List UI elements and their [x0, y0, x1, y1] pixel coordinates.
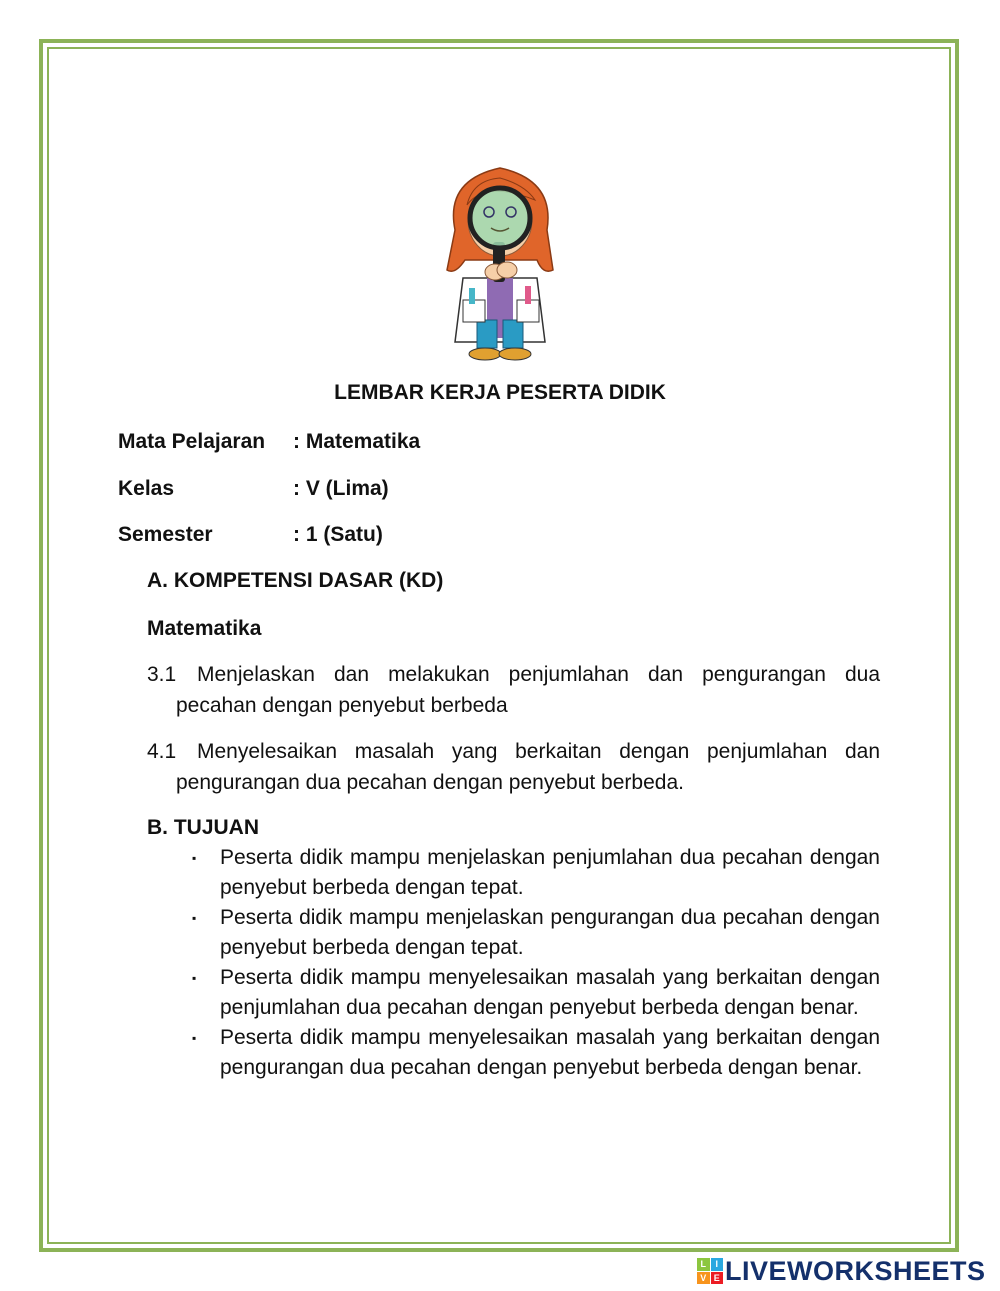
goal-item [190, 843, 880, 903]
goal-text: Peserta didik mampu menjelaskan penjumlahan dua pecahan dengan penyebut berbeda dengan tepat. [220, 846, 880, 899]
info-row-class [118, 477, 389, 501]
bullet-icon: ▪ [192, 971, 197, 985]
liveworksheets-brand [697, 1255, 997, 1287]
bullet-icon: ▪ [192, 1031, 197, 1045]
bullet-icon: ▪ [192, 911, 197, 925]
goal-text: Peserta didik mampu menyelesaikan masalah yang berkaitan dengan pengurangan dua pecahan dengan penyebut berbeda dengan benar. [220, 1026, 880, 1079]
info-value-subject: : Matematika [293, 430, 421, 453]
info-label-class: Kelas [118, 477, 175, 500]
info-label-semester: Semester [118, 523, 213, 546]
kd-item [147, 736, 880, 798]
goals-list [190, 843, 880, 1083]
info-label-subject: Mata Pelajaran [118, 430, 266, 453]
goal-item [190, 963, 880, 1023]
section-a-subheading: Matematika [147, 617, 262, 640]
kd-item-text-rest: pecahan dengan penyebut berbeda [176, 694, 508, 717]
bullet-icon: ▪ [192, 851, 197, 865]
goal-item [190, 903, 880, 963]
liveworksheets-logo-icon: L I V E [697, 1258, 723, 1284]
info-row-subject [118, 430, 420, 454]
worksheet-title: LEMBAR KERJA PESERTA DIDIK [334, 381, 666, 404]
info-value-class: : V (Lima) [293, 477, 389, 500]
kd-item [147, 659, 880, 721]
kd-item-number: 4.1 [147, 740, 177, 763]
info-value-semester: : 1 (Satu) [293, 523, 383, 546]
goal-text: Peserta didik mampu menjelaskan pengurangan dua pecahan dengan penyebut berbeda dengan tepat. [220, 906, 880, 959]
liveworksheets-wordmark: LIVEWORKSHEETS [725, 1255, 986, 1286]
goal-text: Peserta didik mampu menyelesaikan masalah yang berkaitan dengan penjumlahan dua pecahan dengan penyebut berbeda dengan benar. [220, 966, 880, 1019]
section-a-heading: A. KOMPETENSI DASAR (KD) [147, 569, 444, 592]
kd-item-text-rest: pengurangan dua pecahan dengan penyebut berbeda. [176, 771, 684, 794]
section-b-heading: B. TUJUAN [147, 816, 260, 839]
goal-item [190, 1023, 880, 1083]
kd-item-number: 3.1 [147, 663, 177, 686]
info-row-semester [118, 523, 383, 547]
kd-item-text-line1: Menyelesaikan masalah yang berkaitan dengan penjumlahan dan [197, 740, 880, 763]
scientist-girl-illustration [425, 160, 575, 370]
kd-item-text-line1: Menjelaskan dan melakukan penjumlahan dan pengurangan dua [197, 663, 880, 686]
